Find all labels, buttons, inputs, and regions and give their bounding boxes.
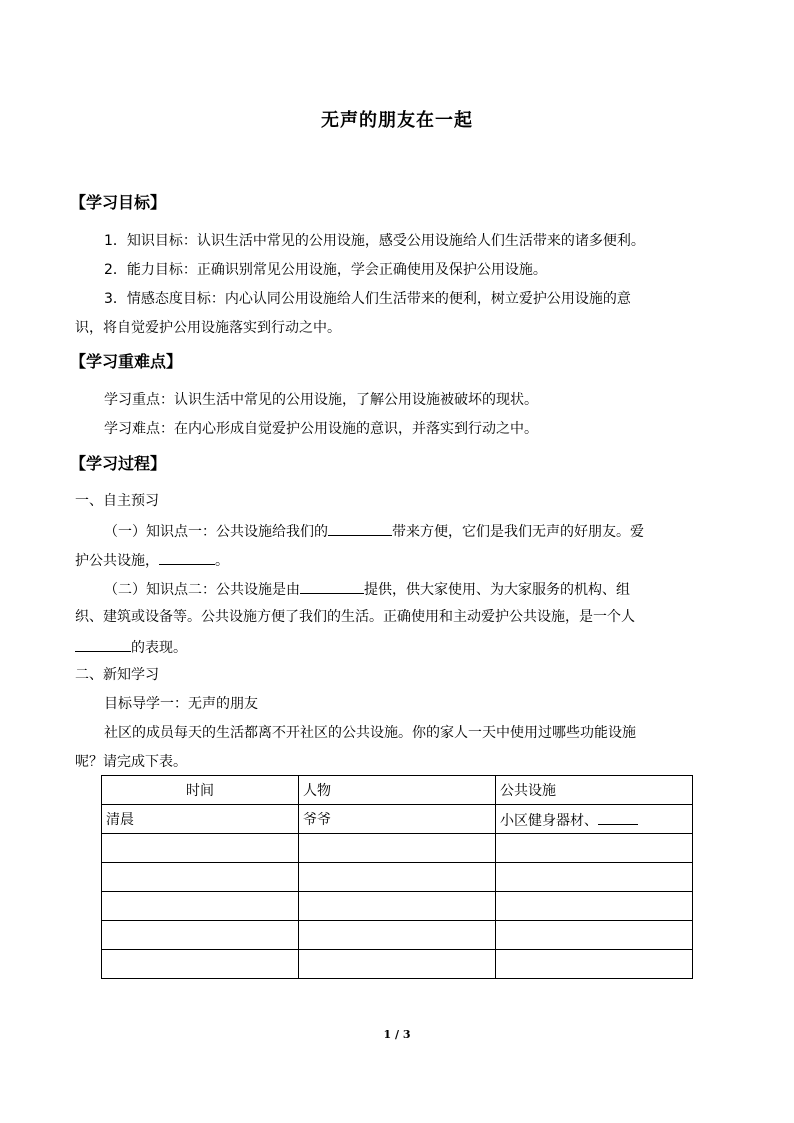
empty-cell[interactable] xyxy=(299,834,496,863)
cell-time: 清晨 xyxy=(102,805,299,834)
empty-cell[interactable] xyxy=(299,950,496,979)
fill-blank-4[interactable] xyxy=(75,636,131,652)
goal-1: 1．知识目标：认识生活中常见的公用设施，感受公用设施给人们生活带来的诸多便利。 xyxy=(104,233,645,249)
table-row xyxy=(102,921,693,950)
empty-cell[interactable] xyxy=(299,863,496,892)
empty-cell[interactable] xyxy=(299,921,496,950)
facility-table xyxy=(101,775,693,979)
knowledge-point-2-line-1 xyxy=(104,578,630,600)
empty-cell[interactable] xyxy=(496,863,693,892)
table-row xyxy=(102,863,693,892)
k2-text-c: 的表现。 xyxy=(131,640,187,656)
cell-person: 爷爷 xyxy=(299,805,496,834)
empty-cell[interactable] xyxy=(102,863,299,892)
empty-cell[interactable] xyxy=(496,892,693,921)
empty-cell[interactable] xyxy=(102,892,299,921)
table-row xyxy=(102,892,693,921)
fill-blank-2[interactable] xyxy=(159,549,215,565)
empty-cell[interactable] xyxy=(496,921,693,950)
goal-2: 2．能力目标：正确识别常见公用设施，学会正确使用及保护公用设施。 xyxy=(104,262,547,278)
k2-text-a: （二）知识点二：公共设施是由 xyxy=(104,582,300,598)
k1-text-d: 。 xyxy=(215,553,229,569)
k1-text-b: 带来方便，它们是我们无声的好朋友。爱 xyxy=(392,524,644,540)
page-title: 无声的朋友在一起 xyxy=(321,110,473,131)
empty-cell[interactable] xyxy=(299,892,496,921)
table-row xyxy=(102,805,693,834)
goal-3-line-1: 3．情感态度目标：内心认同公用设施给人们生活带来的便利，树立爱护公用设施的意 xyxy=(104,291,631,307)
knowledge-point-2-line-2: 织、建筑或设备等。公共设施方便了我们的生活。正确使用和主动爱护公共设施，是一个人 xyxy=(75,609,635,625)
key-points-heading: 【学习重难点】 xyxy=(70,352,183,371)
empty-cell[interactable] xyxy=(102,834,299,863)
empty-cell[interactable] xyxy=(496,834,693,863)
goal-3-line-2: 识，将自觉爱护公用设施落实到行动之中。 xyxy=(75,320,341,336)
header-person: 人物 xyxy=(299,776,496,805)
key-point: 学习重点：认识生活中常见的公用设施，了解公用设施被破坏的现状。 xyxy=(104,392,538,408)
fill-blank-5[interactable] xyxy=(598,809,638,825)
k2-text-b: 提供，供大家使用、为大家服务的机构、组 xyxy=(364,582,630,598)
goals-heading: 【学习目标】 xyxy=(70,193,167,212)
cell-facility-text: 小区健身器材、 xyxy=(500,812,598,829)
difficult-point: 学习难点：在内心形成自觉爱护公用设施的意识，并落实到行动之中。 xyxy=(104,421,538,437)
guide-1: 目标导学一：无声的朋友 xyxy=(104,696,258,712)
empty-cell[interactable] xyxy=(102,921,299,950)
table-header-row xyxy=(102,776,693,805)
fill-blank-1[interactable] xyxy=(328,520,392,536)
k1-text-c: 护公共设施， xyxy=(75,553,159,569)
page-number: 1 / 3 xyxy=(383,1028,411,1041)
cell-facility xyxy=(496,805,693,834)
knowledge-point-2-line-3 xyxy=(75,636,187,658)
header-facility: 公共设施 xyxy=(496,776,693,805)
process-heading: 【学习过程】 xyxy=(70,454,167,473)
fill-blank-3[interactable] xyxy=(300,578,364,594)
k1-text-a: （一）知识点一：公共设施给我们的 xyxy=(104,524,328,540)
paragraph-line-1: 社区的成员每天的生活都离不开社区的公共设施。你的家人一天中使用过哪些功能设施 xyxy=(104,725,636,741)
part-2-title: 二、新知学习 xyxy=(75,667,159,683)
table-row xyxy=(102,834,693,863)
knowledge-point-1-line-1 xyxy=(104,520,644,542)
part-1-title: 一、自主预习 xyxy=(75,493,159,509)
paragraph-line-2: 呢？请完成下表。 xyxy=(75,754,187,770)
table-row xyxy=(102,950,693,979)
empty-cell[interactable] xyxy=(496,950,693,979)
empty-cell[interactable] xyxy=(102,950,299,979)
header-time: 时间 xyxy=(102,776,299,805)
knowledge-point-1-line-2 xyxy=(75,549,229,571)
